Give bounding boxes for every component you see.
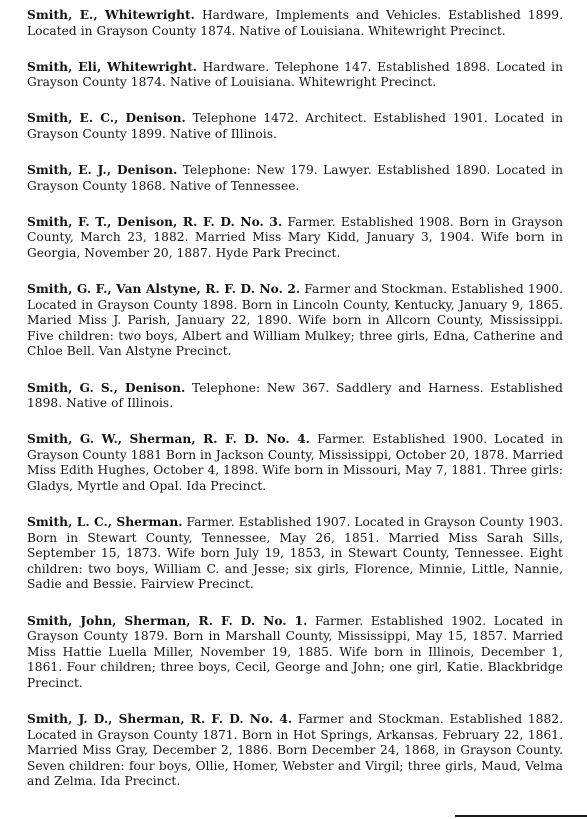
entry-name: Smith, Eli, Whitewright. [27,59,198,74]
entry-description: Farmer. Established 1907. Located in Grayson County 1903. Born in Stewart County, Tennessee, May 26, 1851. Married Miss Sarah Sills, September 15, 1873. Wife born July 19, 1853, in Stewart County, Tennessee. Eight children: two boys, William C. and Jesse; six girls, Florence, Minnie, Little, Nannie, Sadie and Bessie. Fairview Precinct. [27,515,563,592]
page-edge-rule [455,815,587,817]
entry-description: Farmer. Established 1900. Located in Grayson County 1881 Born in Jackson County, Mississippi, October 20, 1878. Married Miss Edith Hughes, October 4, 1898. Wife born in Missouri, May 7, 1881. Three girls: Gladys, Myrtle and Opal. Ida Precinct. [27,432,563,493]
directory-entry [27,712,563,790]
entry-description: Hardware. Telephone 147. Established 1898. Located in Grayson County 1874. Native of Louisiana. Whitewright Precinct. [27,59,563,90]
entry-name: Smith, E. J., Denison. [27,163,178,178]
entry-description: Telephone: New 367. Saddlery and Harness. Established 1898. Native of Illinois. [27,380,563,411]
directory-entry [27,8,563,39]
entry-name: Smith, John, Sherman, R. F. D. No. 1. [27,613,308,628]
directory-entry [27,111,563,142]
directory-entry [27,515,563,593]
entry-name: Smith, G. S., Denison. [27,380,186,395]
entry-description: Hardware, Implements and Vehicles. Established 1899. Located in Grayson County 1874. Native of Louisiana. Whitewright Precinct. [27,8,563,38]
entry-description: Telephone: New 179. Lawyer. Established 1890. Located in Grayson County 1868. Native of Tennessee. [27,163,564,193]
directory-entry [27,282,563,360]
directory-entry [27,381,563,412]
entry-description: Telephone 1472. Architect. Established 1901. Located in Grayson County 1899. Native of Illinois. [27,111,563,141]
entry-name: Smith, L. C., Sherman. [27,515,183,530]
entry-name: Smith, G. W., Sherman, R. F. D. No. 4. [27,432,310,447]
directory-entry [27,432,563,494]
entry-name: Smith, E., Whitewright. [27,8,195,22]
entry-description: Farmer and Stockman. Established 1900. Located in Grayson County 1898. Born in Lincoln County, Kentucky, January 9, 1865. Maried Miss J. Parish, January 22, 1890. Wife born in Allcorn County, Mississippi. Five children: two boys, Albert and William Mulkey; three girls, Edna, Catherine and Chloe Bell. Van Alstyne Precinct. [27,282,564,359]
entry-description: Farmer and Stockman. Established 1882. Located in Grayson County 1871. Born in Hot Springs, Arkansas, February 22, 1861. Married Miss Gray, December 2, 1886. Born December 24, 1868, in Grayson County. Seven children: four boys, Ollie, Homer, Webster and Virgil; three girls, Maud, Velma and Zelma. Ida Precinct. [27,712,563,789]
entry-description: Farmer. Established 1908. Born in Grayson County, March 23, 1882. Married Miss Mary Kidd, January 3, 1904. Wife born in Georgia, November 20, 1887. Hyde Park Precinct. [27,214,563,260]
directory-entry [27,614,563,692]
entry-name: Smith, G. F., Van Alstyne, R. F. D. No. 2. [27,282,301,297]
entry-name: Smith, E. C., Denison. [27,111,186,126]
entry-description: Farmer. Established 1902. Located in Grayson County 1879. Born in Marshall County, Mississippi, May 15, 1857. Married Miss Hattie Luella Miller, November 19, 1885. Wife born in Illinois, December 1, 1861. Four children; three boys, Cecil, George and John; one girl, Katie. Blackbridge Precinct. [27,613,563,690]
directory-entry [27,215,563,262]
directory-entry [27,163,563,194]
entry-name: Smith, J. D., Sherman, R. F. D. No. 4. [27,712,293,726]
entry-name: Smith, F. T., Denison, R. F. D. No. 3. [27,214,283,229]
directory-entry [27,60,563,91]
